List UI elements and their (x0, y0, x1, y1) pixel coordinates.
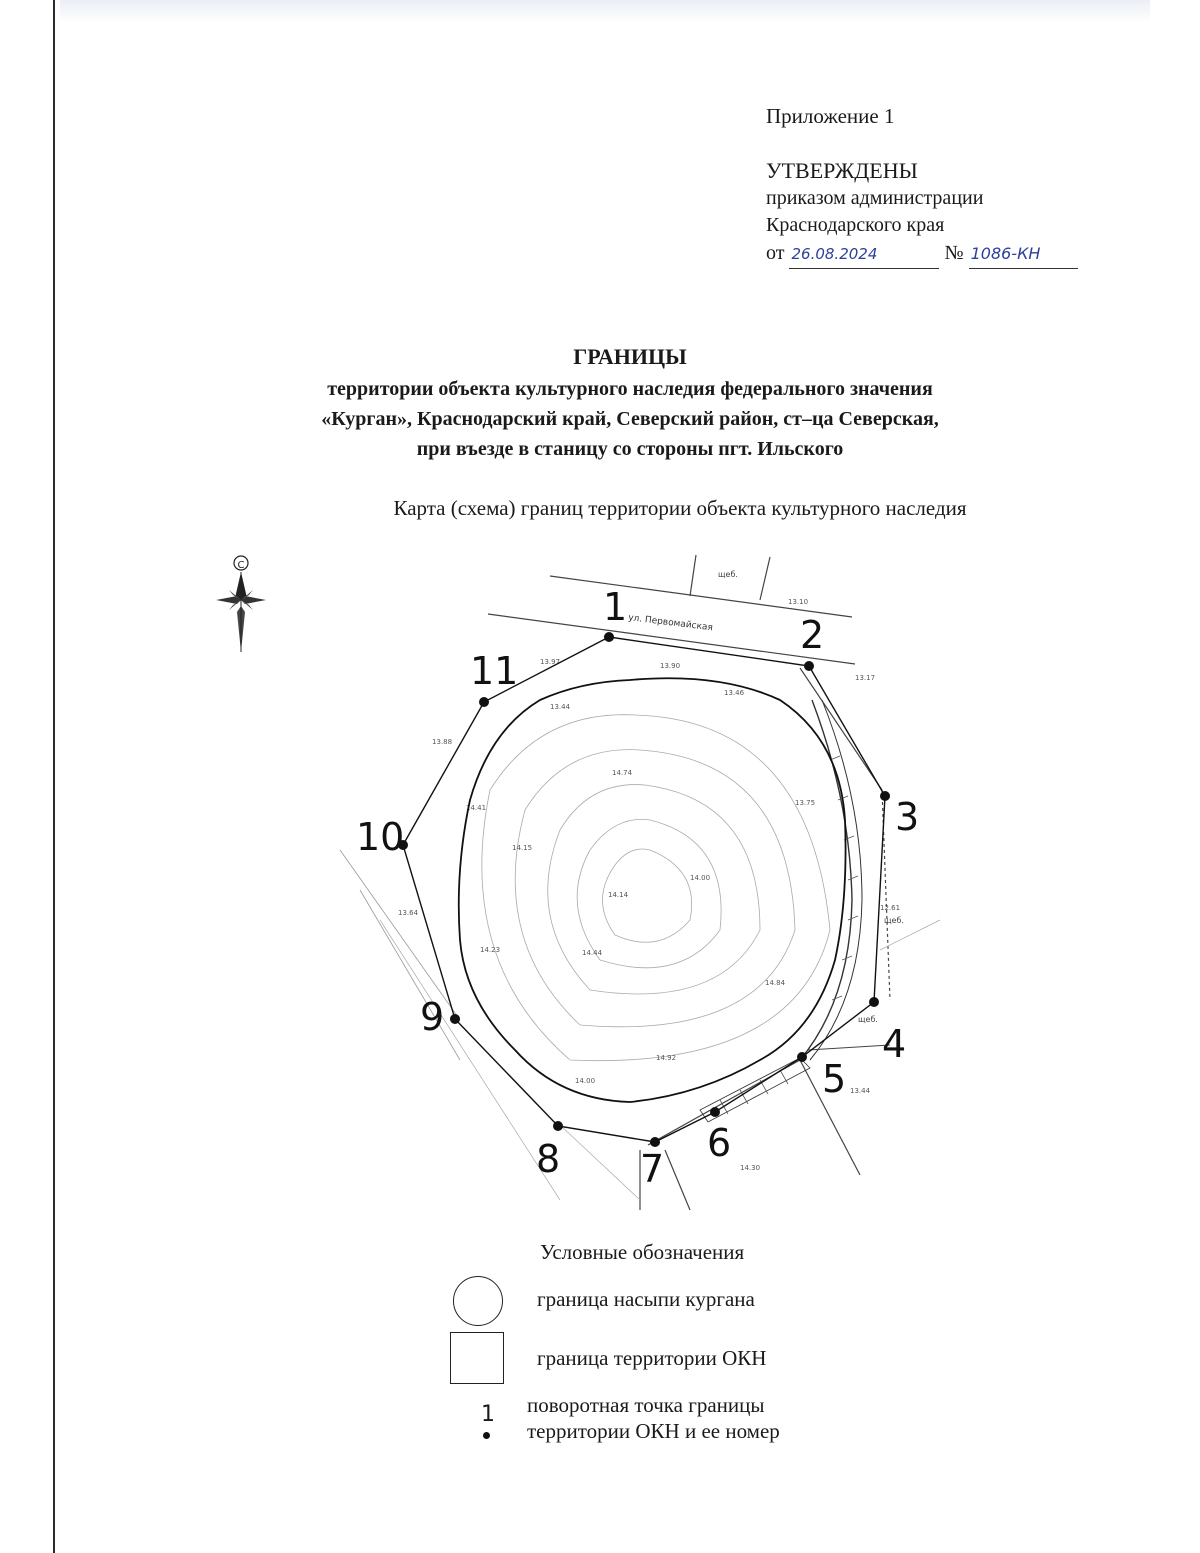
turn-point-label-7: 7 (640, 1147, 665, 1191)
street-lines (340, 555, 940, 1210)
order-issuer-line2: Краснодарского края (766, 214, 945, 236)
turn-point-11 (479, 697, 489, 707)
number-prefix: № (944, 242, 964, 264)
spot-height: 14.41 (466, 804, 487, 812)
mound-boundary (459, 678, 846, 1102)
spot-height: 14.15 (512, 844, 533, 852)
legend-heading: Условные обозначения (540, 1240, 745, 1264)
legend-turn-point-line1: поворотная точка границы (527, 1393, 765, 1417)
turn-point-5 (797, 1052, 807, 1062)
order-date-handwritten: 26.08.2024 (789, 240, 939, 269)
spot-height: 12.61 (880, 904, 901, 912)
spot-height: 14.84 (765, 979, 786, 987)
turn-point-label-11: 11 (470, 649, 519, 693)
okn-territory-boundary (403, 637, 885, 1142)
turn-point-label-5: 5 (822, 1057, 847, 1101)
spot-height: 14.44 (582, 949, 603, 957)
spot-height: 13.44 (850, 1087, 871, 1095)
spot-height: 13.10 (788, 598, 809, 606)
turn-point-6 (710, 1107, 720, 1117)
spot-height: 14.92 (656, 1054, 677, 1062)
contour-lines (482, 715, 830, 1061)
subtitle-line-1: территории объекта культурного наследия федерального значения (327, 378, 933, 400)
spot-height: 14.00 (690, 874, 711, 882)
street-label: ул. Первомайская (627, 613, 714, 634)
legend-mound-boundary-label: граница насыпи кургана (537, 1287, 755, 1311)
subtitle-line-3: при въезде в станицу со стороны пгт. Ильского (416, 438, 844, 460)
subtitle-line-2: «Курган», Краснодарский край, Северский район, ст–ца Северская, (321, 408, 939, 430)
turn-point-label-4: 4 (882, 1022, 907, 1066)
turn-point-2 (804, 661, 814, 671)
turn-point-label-10: 10 (356, 815, 405, 859)
turn-point-label-2: 2 (800, 613, 825, 657)
spot-height: 14.23 (480, 946, 501, 954)
turn-point-1 (604, 632, 614, 642)
document-title: ГРАНИЦЫ (573, 344, 687, 369)
spot-height: 14.74 (612, 769, 633, 777)
north-arrow-icon (216, 556, 266, 652)
turn-point-7 (650, 1137, 660, 1147)
turning-points (398, 632, 890, 1147)
spot-height: 13.44 (550, 703, 571, 711)
spot-height: 13.90 (660, 662, 681, 670)
legend-turn-point-line2: территории ОКН и ее номер (527, 1419, 780, 1443)
spot-height: 13.75 (795, 799, 816, 807)
road-label: щеб. (858, 1015, 878, 1024)
spot-height: 13.97 (540, 658, 561, 666)
spot-height: 14.14 (608, 891, 629, 899)
legend-turn-point-label (527, 1392, 867, 1444)
turn-point-4 (869, 997, 879, 1007)
turn-point-symbol-dot (483, 1432, 490, 1439)
spot-height: 13.17 (855, 674, 876, 682)
spot-height: 14.00 (575, 1077, 596, 1085)
turning-point-labels (356, 585, 919, 1191)
turn-point-symbol-number: 1 (481, 1402, 495, 1427)
turn-point-8 (553, 1121, 563, 1131)
okn-boundary-symbol (450, 1332, 504, 1384)
turn-point-label-8: 8 (536, 1137, 561, 1181)
appendix-label: Приложение 1 (766, 104, 895, 128)
spot-height: 13.88 (432, 738, 453, 746)
spot-height: 13.64 (398, 909, 419, 917)
order-number-handwritten: 1086-КН (969, 240, 1078, 269)
order-issuer-line1: приказом администрации (766, 187, 984, 209)
approved-heading: УТВЕРЖДЕНЫ (766, 158, 918, 183)
turn-point-label-6: 6 (707, 1121, 732, 1165)
date-prefix: от (766, 242, 785, 264)
turn-point-label-3: 3 (895, 795, 920, 839)
spot-height: 14.30 (740, 1164, 761, 1172)
turn-point-label-1: 1 (603, 585, 628, 629)
turn-point-label-9: 9 (420, 995, 445, 1039)
spot-height: 13.46 (724, 689, 745, 697)
road-label: щеб. (884, 916, 904, 925)
turn-point-9 (450, 1014, 460, 1024)
road-label: щеб. (718, 570, 738, 579)
map-caption: Карта (схема) границ территории объекта культурного наследия (393, 496, 967, 520)
legend-okn-boundary-label: граница территории ОКН (537, 1346, 767, 1370)
north-letter: С (237, 560, 245, 571)
turn-point-3 (880, 791, 890, 801)
mound-boundary-symbol (453, 1276, 503, 1326)
